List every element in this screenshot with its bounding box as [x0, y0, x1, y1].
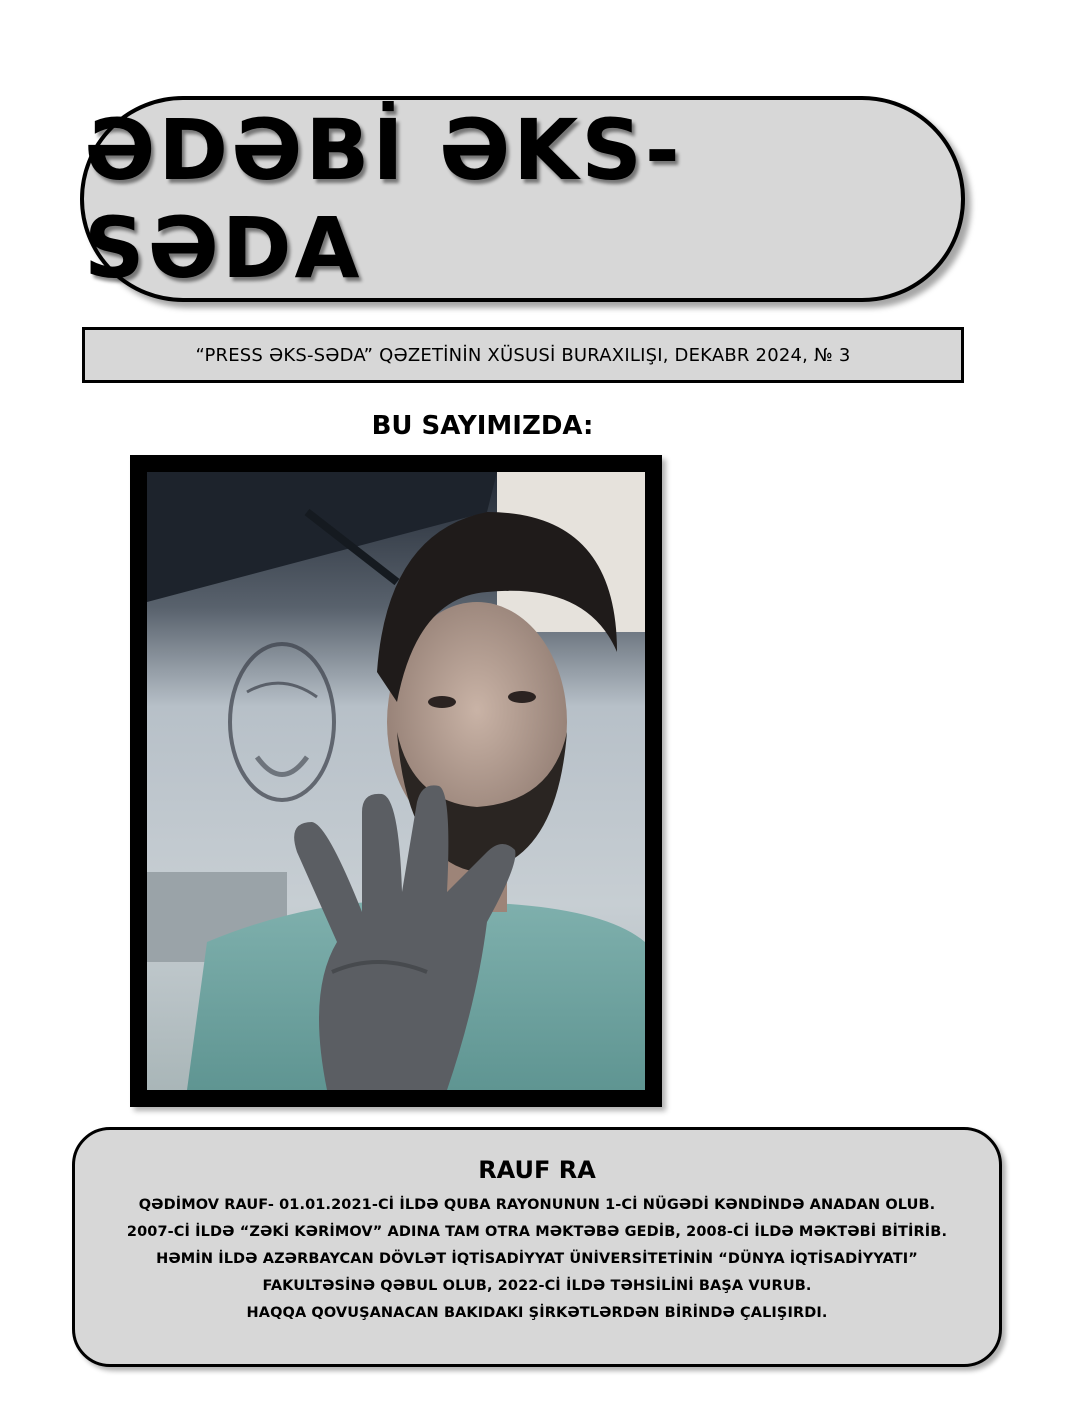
biography-line: QƏDİMOV RAUF- 01.01.2021-Cİ İLDƏ QUBA RAYONUNUN 1-Cİ NÜGƏDİ KƏNDİNDƏ ANADAN OLUB. [138, 1197, 936, 1213]
biography-line: FAKULTƏSİNƏ QƏBUL OLUB, 2022-Cİ İLDƏ TƏHSİLİNİ BAŞA VURUB. [262, 1278, 812, 1294]
biography-line: HƏMİN İLDƏ AZƏRBAYCAN DÖVLƏT İQTİSADİYYAT ÜNİVERSİTETİNİN “DÜNYA İQTİSADİYYATI” [156, 1251, 918, 1267]
issue-subtitle-box [82, 327, 964, 383]
portrait-frame [130, 455, 662, 1107]
biography-line: 2007-Cİ İLDƏ “ZƏKİ KƏRİMOV” ADINA TAM OTRA MƏKTƏBƏ GEDİB, 2008-Cİ İLDƏ MƏKTƏBİ BİTİRİB. [126, 1224, 948, 1240]
biography-box [72, 1127, 1002, 1367]
portrait-photo [147, 472, 645, 1090]
biography-name: RAUF RA [478, 1156, 596, 1184]
masthead-banner [80, 96, 965, 302]
masthead-title: ƏDƏBİ ƏKS-SƏDA [84, 101, 683, 297]
section-heading: BU SAYIMIZDA: [371, 411, 594, 441]
issue-subtitle: “PRESS ƏKS-SƏDA” QƏZETİNİN XÜSUSİ BURAXILIŞI, DEKABR 2024, № 3 [195, 344, 851, 366]
biography-line: HAQQA QOVUŞANACAN BAKIDAKI ŞİRKƏTLƏRDƏN BİRİNDƏ ÇALIŞIRDI. [246, 1305, 828, 1321]
